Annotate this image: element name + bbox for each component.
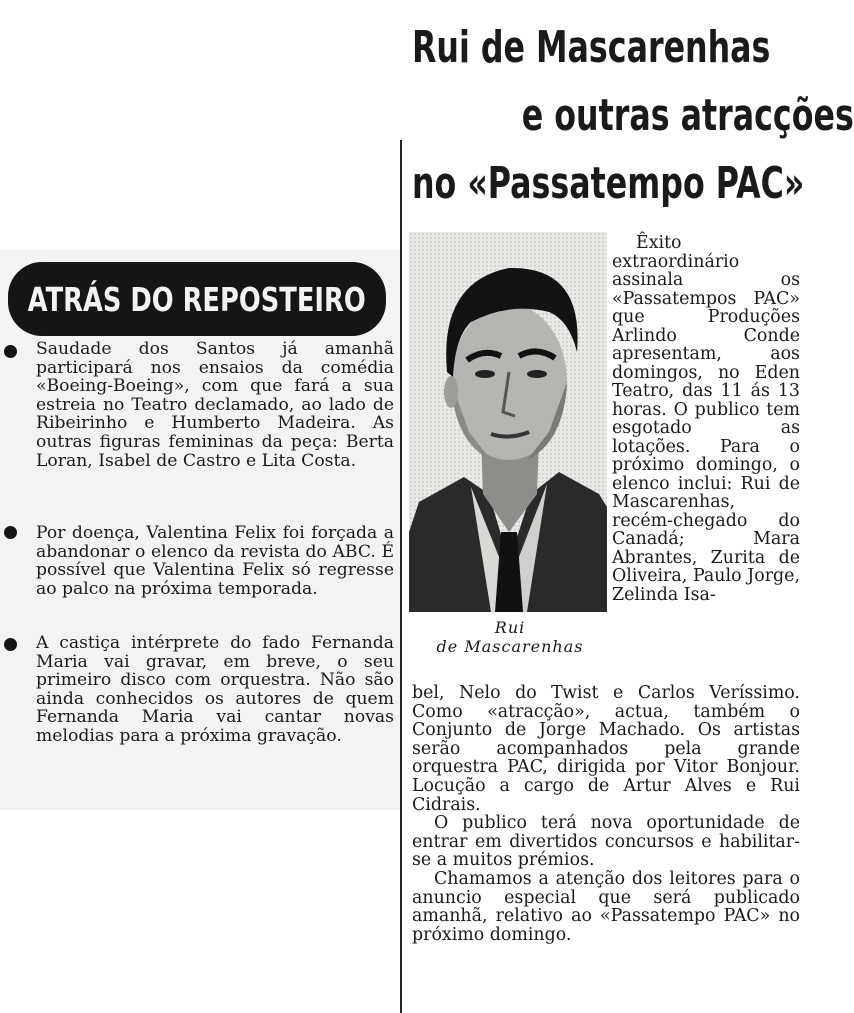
headline-line: Rui de Mascarenhas xyxy=(412,22,771,73)
gossip-column-heading xyxy=(8,262,386,336)
portrait-photo xyxy=(409,232,607,612)
caption-line: de Mascarenhas xyxy=(436,637,584,656)
article-intro-text: Êxito extraordinário assinala os «Passatempos PAC» que Produções Arlindo Conde apresentam, aos domingos, no Eden Teatro, das 11 ás 13 horas. O publico tem esgotado as lotações. Para o próximo domingo, o elenco inclui: Rui de Mascarenhas, recém-chegado do Canadá; Mara Abrantes, Zurita de Oliveira, Paulo Jorge, Zelinda Isa- xyxy=(612,233,800,605)
bullet-icon xyxy=(4,638,17,651)
portrait-illustration xyxy=(409,232,607,612)
article-headline xyxy=(412,14,854,218)
article-paragraph: Chamamos a atenção dos leitores para o anuncio especial que será publicado amanhã, relativo ao «Passatempo PAC» no próximo domingo. xyxy=(412,868,800,945)
article-paragraph: O publico terá nova oportunidade de entrar em divertidos concursos e habilitar-se a muitos prémios. xyxy=(412,813,800,871)
gossip-column-title: ATRÁS DO REPOSTEIRO xyxy=(27,279,367,319)
blank-margin xyxy=(0,0,402,250)
headline-line: no «Passatempo PAC» xyxy=(412,158,805,209)
gossip-item xyxy=(36,340,394,470)
bullet-icon xyxy=(4,345,17,358)
gossip-item-text: Por doença, Valentina Felix foi forçada a abandonar o elenco da revista do ABC. É possível que Valentina Felix só regresse ao palco na próxima temporada. xyxy=(36,523,394,599)
gossip-item xyxy=(36,524,394,598)
photo-caption xyxy=(412,618,608,656)
article-intro xyxy=(612,234,800,604)
column-divider xyxy=(400,140,402,1013)
article-body xyxy=(412,684,800,944)
gossip-item xyxy=(36,634,394,746)
gossip-item-text: A castiça intérprete do fado Fernanda Maria vai gravar, em breve, o seu primeiro disco com orquestra. Não são ainda conhecidos os autores de quem Fernanda Maria vai cantar novas melodias para a próxima gravação. xyxy=(36,633,394,746)
bullet-icon xyxy=(4,526,17,539)
article-paragraph: bel, Nelo do Twist e Carlos Veríssimo. Como «atracção», actua, também o Conjunto de Jorge Machado. Os artistas serão acompanhados pela grande orquestra PAC, dirigida por Vitor Bonjour. Locução a cargo de Artur Alves e Rui Cidrais. xyxy=(412,683,800,815)
headline-line: e outras atracções xyxy=(521,90,854,141)
caption-line: Rui xyxy=(494,618,526,637)
gossip-item-text: Saudade dos Santos já amanhã participará nos ensaios da comédia «Boeing-Boeing», com que fará a sua estreia no Teatro declamado, ao lado de Ribeirinho e Humberto Madeira. As outras figuras femininas da peça: Berta Loran, Isabel de Castro e Lita Costa. xyxy=(36,339,394,471)
